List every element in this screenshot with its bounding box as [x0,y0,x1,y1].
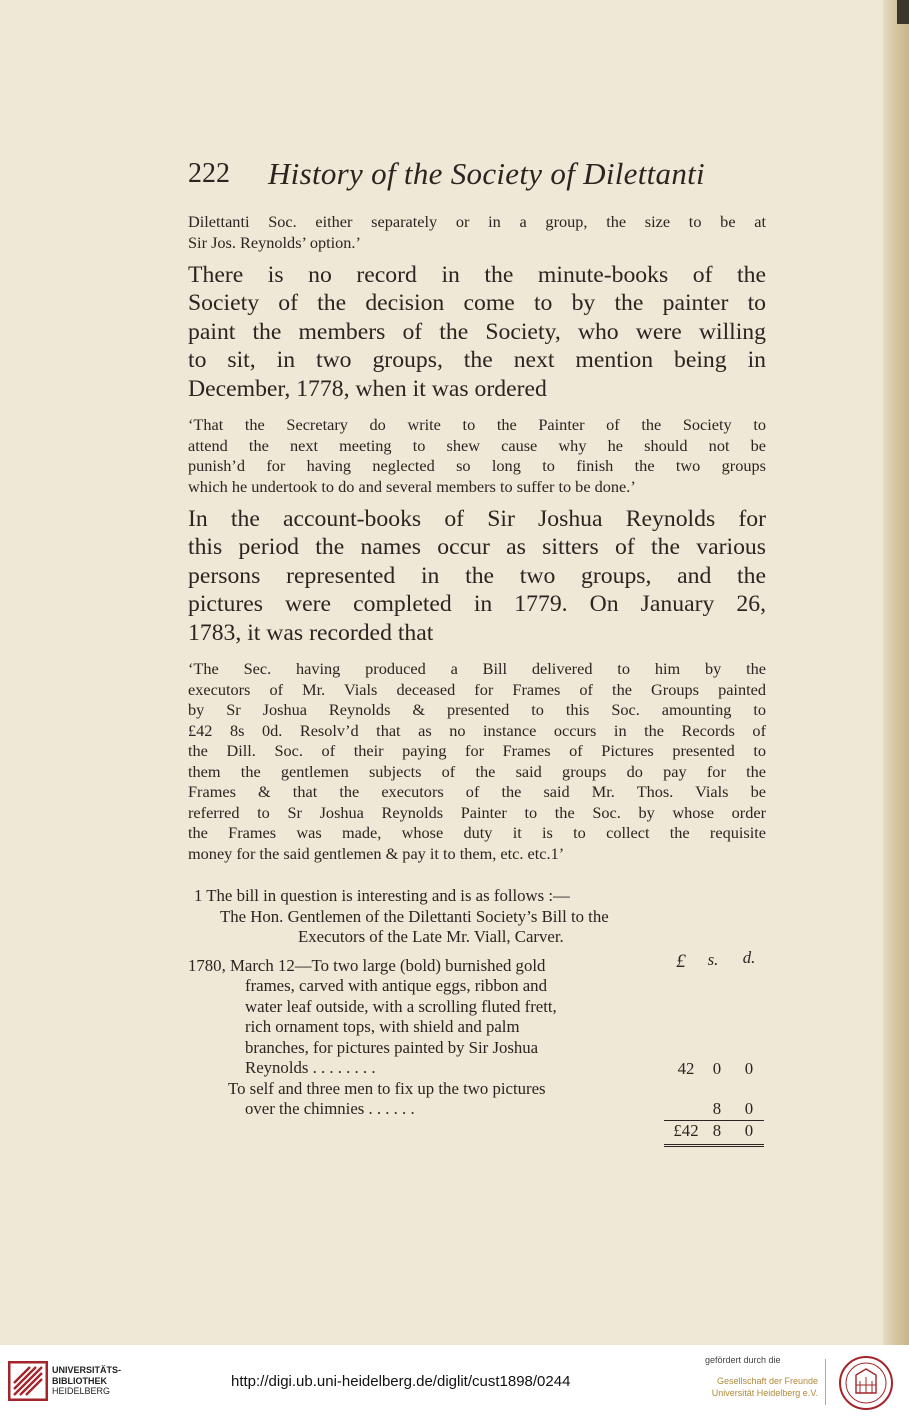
text-line: them the gentlemen subjects of the said groups do pay for the [188,761,766,781]
bill-title-line: Executors of the Late Mr. Viall, Carver. [298,927,564,947]
library-name-line: BIBLIOTHEK [52,1375,107,1386]
text-line: pictures were completed in 1779. On January 26, [188,591,766,618]
text-line: Sir Jos. Reynolds’ option.’ [188,232,361,252]
secretary-quote [188,415,766,497]
bill-line: Reynolds . . . . . . . . [245,1058,376,1078]
text-line: referred to Sr Joshua Reynolds Painter to the Soc. by whose order [188,802,766,822]
text-line: 1783, it was recorded that [188,619,434,646]
text-line: to sit, in two groups, the next mention being in [188,347,766,374]
library-name-line: HEIDELBERG [52,1386,111,1396]
bill-line: 1780, March 12—To two large (bold) burnished gold [188,955,546,975]
bill-quote [188,659,766,864]
item2-pence: 0 [744,1098,754,1118]
text-line: this period the names occur as sitters of the various [188,534,766,561]
shilling-col-header: s. [707,949,719,969]
footnote [188,886,766,1144]
bill-item-text [188,956,652,1079]
viewer-footer [0,1345,909,1417]
text-line: In the account-books of Sir Joshua Reynolds for [188,506,766,533]
text-line: executors of Mr. Vials deceased for Frames of the Groups painted [188,679,766,699]
text-line: attend the next meeting to shew cause why he should not be [188,435,766,455]
total-pounds: £42 [673,1120,699,1140]
text-line: Society of the decision come to by the painter to [188,290,766,317]
text-line: the Dill. Soc. of their paying for Frames of Pictures presented to [188,741,766,761]
bill-item-text [188,1079,652,1120]
text-line: punish’d for having neglected so long to finish the two groups [188,456,766,476]
text-line: ‘The Sec. having produced a Bill delivered to him by the [188,659,766,679]
text-line: Frames & that the executors of the said Mr. Thos. Vials be [188,782,766,802]
bill-line: branches, for pictures painted by Sir Joshua [245,1037,539,1057]
footer-divider [825,1359,826,1405]
sponsor-name-line: Gesellschaft der Freunde [716,1376,818,1386]
bill-line: To self and three men to fix up the two pictures [228,1078,546,1098]
sponsor-label: gefördert durch die [705,1355,781,1365]
text-line: the Frames was made, whose duty it is to collect the requisite [188,823,766,843]
bill-line: frames, carved with antique eggs, ribbon and [245,976,547,996]
page-content [188,156,766,1144]
total-double-rule [664,1144,764,1147]
bill-item-1 [188,947,766,1079]
pence-col-header: d. [742,947,756,967]
item1-pounds: 42 [677,1058,695,1078]
text-line: £42 8s 0d. Resolv’d that as no instance occurs in the Records of [188,720,766,740]
university-seal-icon [838,1355,894,1411]
text-line: Dilettanti Soc. either separately or in a group, the size to be at [188,212,766,231]
text-line: There is no record in the minute-books of the [188,262,766,288]
total-pence: 0 [744,1120,754,1140]
text-line: by Sr Joshua Reynolds & presented to this Soc. amounting to [188,700,766,720]
text-line: ‘That the Secretary do write to the Painter of the Society to [188,415,766,435]
running-title: History of the Society of Dilettanti [268,156,705,191]
item2-shillings: 8 [712,1098,722,1118]
bill-total [188,1120,766,1144]
opening-quote [188,212,766,253]
page-number: 222 [188,158,230,189]
text-line: persons represented in the two groups, and the [188,562,766,589]
bill-line: rich ornament tops, with shield and palm [245,1017,520,1037]
bill-line: over the chimnies . . . . . . [245,1099,415,1119]
sponsor-name [702,1375,818,1399]
sponsor-name-line: Universität Heidelberg e.V. [711,1388,818,1398]
text-line: December, 1778, when it was ordered [188,375,547,402]
pound-col-header: £ [676,950,686,972]
item1-pence: 0 [744,1058,754,1078]
text-line: money for the said gentlemen & pay it to them, etc. etc.1’ [188,843,565,863]
record-paragraph [188,261,766,403]
bill-title-line: The Hon. Gentlemen of the Dilettanti Society’s Bill to the [220,906,609,926]
bill-line: water leaf outside, with a scrolling fluted frett, [245,996,557,1016]
footnote-intro: 1 The bill in question is interesting and is as follows :— [194,886,570,906]
page-header [188,156,766,196]
page-spine-edge [883,0,909,1345]
account-paragraph [188,505,766,647]
total-shillings: 8 [712,1120,722,1140]
library-logo-icon [8,1361,48,1401]
scan-corner-shadow [897,0,909,24]
text-line: which he undertook to do and several members to suffer to be done.’ [188,476,636,496]
permalink-url[interactable]: http://digi.ub.uni-heidelberg.de/diglit/cust1898/0244 [231,1373,571,1390]
library-name-line: UNIVERSITÄTS- [52,1365,122,1375]
bill-item-2 [188,1079,766,1120]
library-name [52,1365,121,1397]
item1-shillings: 0 [712,1058,722,1078]
text-line: paint the members of the Society, who were willing [188,318,766,345]
